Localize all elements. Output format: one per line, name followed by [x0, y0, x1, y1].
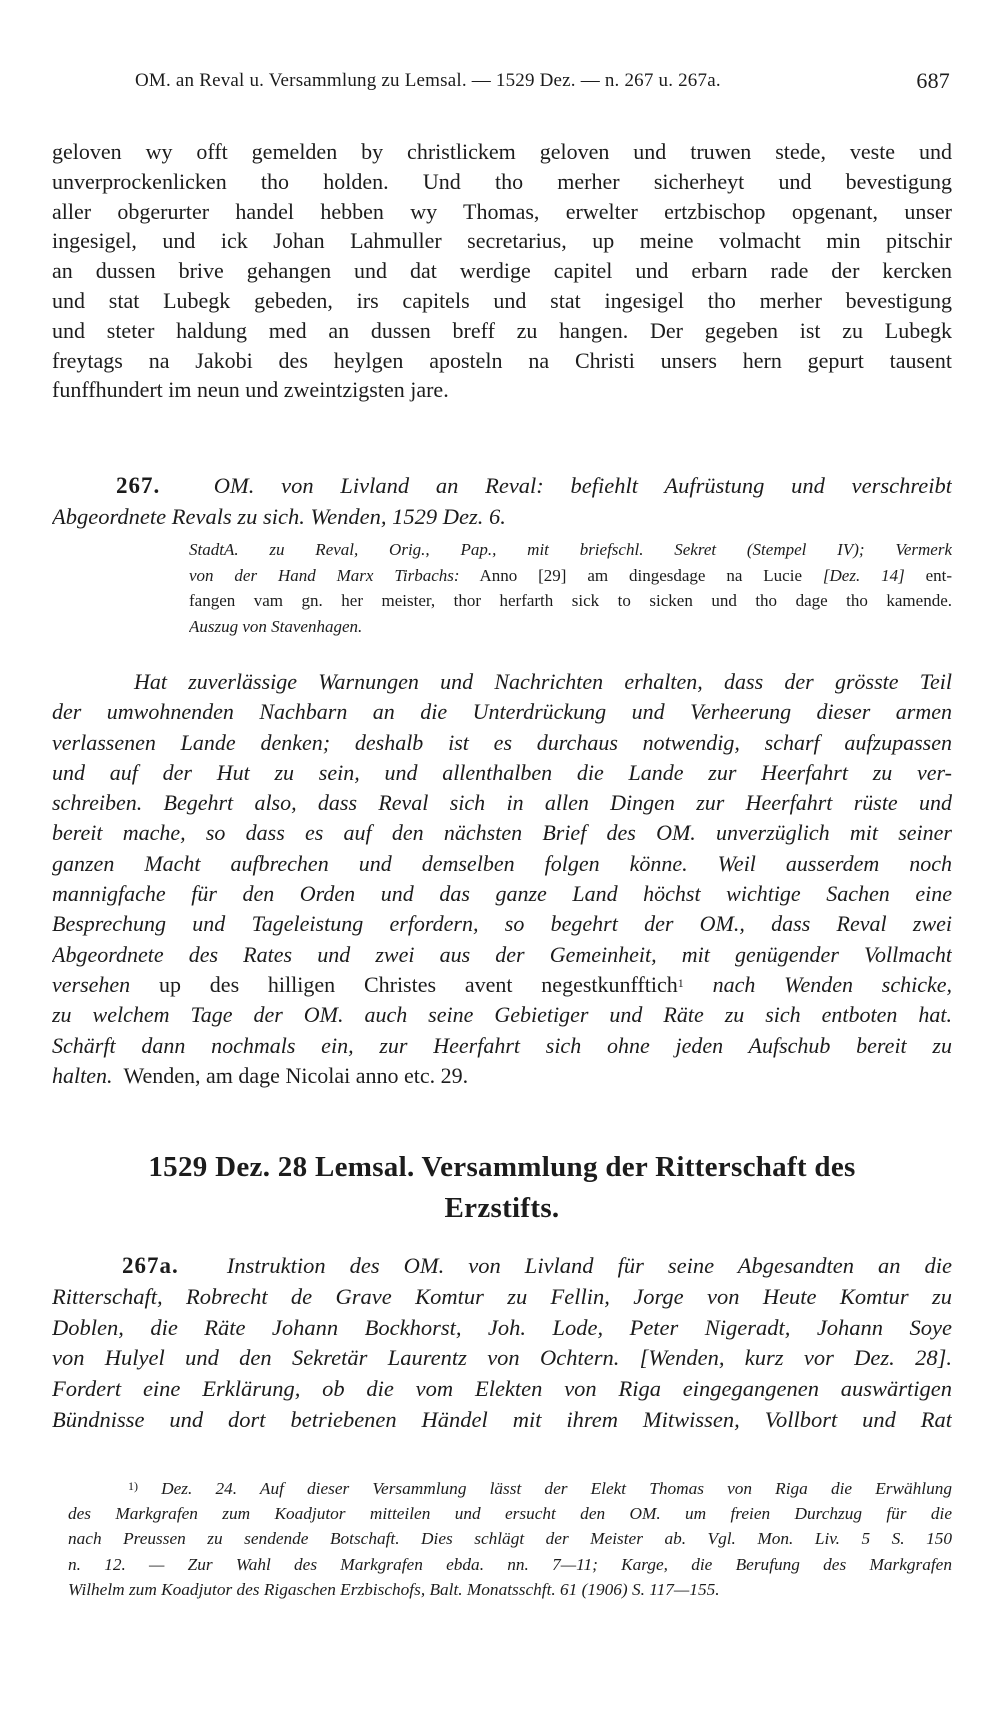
regest-line: ganzen Macht aufbrechen und demselben folgen könne. Weil ausserdem noch [52, 850, 952, 876]
doc-267-heading [52, 470, 952, 532]
regest-part: halten. [52, 1062, 113, 1088]
regest-line: schreiben. Begehrt also, dass Reval sich in allen Dingen zur Heerfahrt rüste und [52, 790, 952, 816]
regest-part: up des hilligen Christes avent negestkunfftich [159, 971, 678, 997]
heading-line: Abgeordnete Revals zu sich. Wenden, 1529 Dez. 6. [52, 504, 506, 529]
regest-line: Abgeordnete des Rates und zwei aus der Gemeinheit, mit genügender Vollmacht [52, 941, 952, 967]
heading-line: von Hulyel und den Sekretär Laurentz von Ochtern. [Wenden, kurz vor Dez. 28]. [52, 1345, 952, 1371]
regest-line: Besprechung und Tageleistung erfordern, so begehrt der OM., dass Reval zwei [52, 911, 952, 937]
regest-part: versehen [52, 971, 131, 997]
source-part: von der Hand Marx Tirbachs: [189, 565, 460, 585]
document-number: 267. [116, 473, 161, 498]
heading-line [52, 1251, 952, 1282]
footnote-line: des Markgrafen zum Koadjutor mitteilen und ersucht den OM. um freien Durchzug für die [68, 1504, 952, 1524]
regest-line [52, 1061, 952, 1091]
footnote-line: nach Preussen zu sendende Botschaft. Dies schlägt der Meister ab. Vgl. Mon. Liv. 5 S. 150 [68, 1529, 952, 1549]
source-line [189, 563, 952, 589]
text-line: funffhundert im neun und zweintzigsten jare. [52, 377, 449, 403]
heading-line: Ritterschaft, Robrecht de Grave Komtur zu Fellin, Jorge von Heute Komtur zu [52, 1283, 952, 1309]
footnote-ref[interactable]: 1 [677, 975, 684, 990]
regest-line: Schärft dann nochmals ein, zur Heerfahrt sich ohne jeden Aufschub bereit zu [52, 1032, 952, 1058]
footnote-line [68, 1476, 952, 1501]
running-head: OM. an Reval u. Versammlung zu Lemsal. — 1529 Dez. — n. 267 u. 267a. [135, 70, 721, 91]
heading-line: Fordert eine Erklärung, ob die vom Elekten von Riga eingegangenen auswärtigen [52, 1376, 952, 1402]
text-line: aller obgerurter handel hebben wy Thomas, erwelter ertzbischop opgenant, unser [52, 198, 952, 224]
footnote-line: Wilhelm zum Koadjutor des Rigaschen Erzbischofs, Balt. Monatsschft. 61 (1906) S. 117—155. [68, 1579, 720, 1599]
regest-line: mannigfache für den Orden und das ganze Land höchst wichtige Sachen eine [52, 881, 952, 907]
source-part: Anno [29] am dingesdage na Lucie [479, 565, 802, 585]
source-line: fangen vam gn. her meister, thor herfarth sick to sicken und tho dage tho kamende. [189, 591, 952, 610]
footnote-marker: 1) [128, 1479, 138, 1493]
regest-part: Wenden, am dage Nicolai anno etc. 29. [123, 1062, 469, 1088]
regest-line: zu welchem Tage der OM. auch seine Gebietiger und Räte zu sich entboten hat. [52, 1002, 952, 1028]
doc-267a [52, 1251, 952, 1436]
section-heading [52, 1147, 952, 1229]
regest-line: der umwohnenden Nachbarn an die Unterdrückung und Verheerung dieser armen [52, 699, 952, 725]
text-line: an dussen brive gehangen und dat werdige capitel und erbarn rade der kercken [52, 258, 952, 284]
footnotes [68, 1476, 952, 1602]
text-line: und stat Lubegk gebeden, irs capitels und stat ingesigel tho merher bevestigung [52, 287, 952, 313]
heading-text: OM. von Livland an Reval: befiehlt Aufrüstung und verschreibt [213, 473, 952, 498]
doc-267-source-note [189, 537, 952, 639]
footnote-line: n. 12. — Zur Wahl des Markgrafen ebda. nn. 7—11; Karge, die Berufung des Markgrafen [68, 1554, 952, 1574]
regest-line: verlassenen Lande denken; deshalb ist es durchaus notwendig, scharf aufzupassen [52, 729, 952, 755]
regest-line: bereit mache, so dass es auf den nächsten Brief des OM. unverzüglich mit seiner [52, 820, 952, 846]
regest-line: und auf der Hut zu sein, und allenthalben die Lande zur Heerfahrt zu ver- [52, 759, 952, 785]
page-number: 687 [916, 68, 950, 93]
top-paragraph [52, 137, 952, 405]
source-part: [Dez. 14] [822, 565, 905, 585]
source-line: Auszug von Stavenhagen. [189, 616, 363, 636]
heading-line: Doblen, die Räte Johann Bockhorst, Joh. Lode, Peter Nigeradt, Johann Soye [52, 1314, 952, 1340]
regest-line: Hat zuverlässige Warnungen und Nachrichten erhalten, dass der grösste Teil [134, 669, 952, 694]
text-line: unverprockenlicken tho holden. Und tho merher sicherheyt und bevestigung [52, 168, 952, 194]
text-line: geloven wy offt gemelden by christlickem geloven und truwen stede, veste und [52, 139, 952, 164]
text-line: freytags na Jakobi des heylgen aposteln na Christi unsers hern gepurt tausent [52, 347, 952, 373]
source-part: ent- [925, 565, 952, 585]
heading-line: Bündnisse und dort betriebenen Händel mit ihrem Mitwissen, Vollbort und Rat [52, 1406, 952, 1432]
regest-part: nach Wenden schicke, [712, 971, 952, 997]
document-number: 267a. [122, 1253, 179, 1278]
regest-line [52, 970, 952, 1000]
section-heading-line: 1529 Dez. 28 Lemsal. Versammlung der Ritterschaft des [148, 1151, 856, 1183]
source-line: StadtA. zu Reval, Orig., Pap., mit briefschl. Sekret (Stempel IV); Vermerk [189, 540, 952, 559]
section-heading-line: Erzstifts. [444, 1192, 560, 1224]
heading-line [52, 470, 952, 501]
footnote-text: Dez. 24. Auf dieser Versammlung lässt der Elekt Thomas von Riga die Erwählung [161, 1479, 952, 1498]
text-line: ingesigel, und ick Johan Lahmuller secretarius, up meine volmacht min pitschir [52, 228, 952, 254]
doc-267-regest [52, 667, 952, 1091]
text-line: und steter haldung med an dussen breff zu hangen. Der gegeben ist zu Lubegk [52, 317, 952, 343]
heading-text: Instruktion des OM. von Livland für seine Abgesandten an die [226, 1253, 952, 1278]
